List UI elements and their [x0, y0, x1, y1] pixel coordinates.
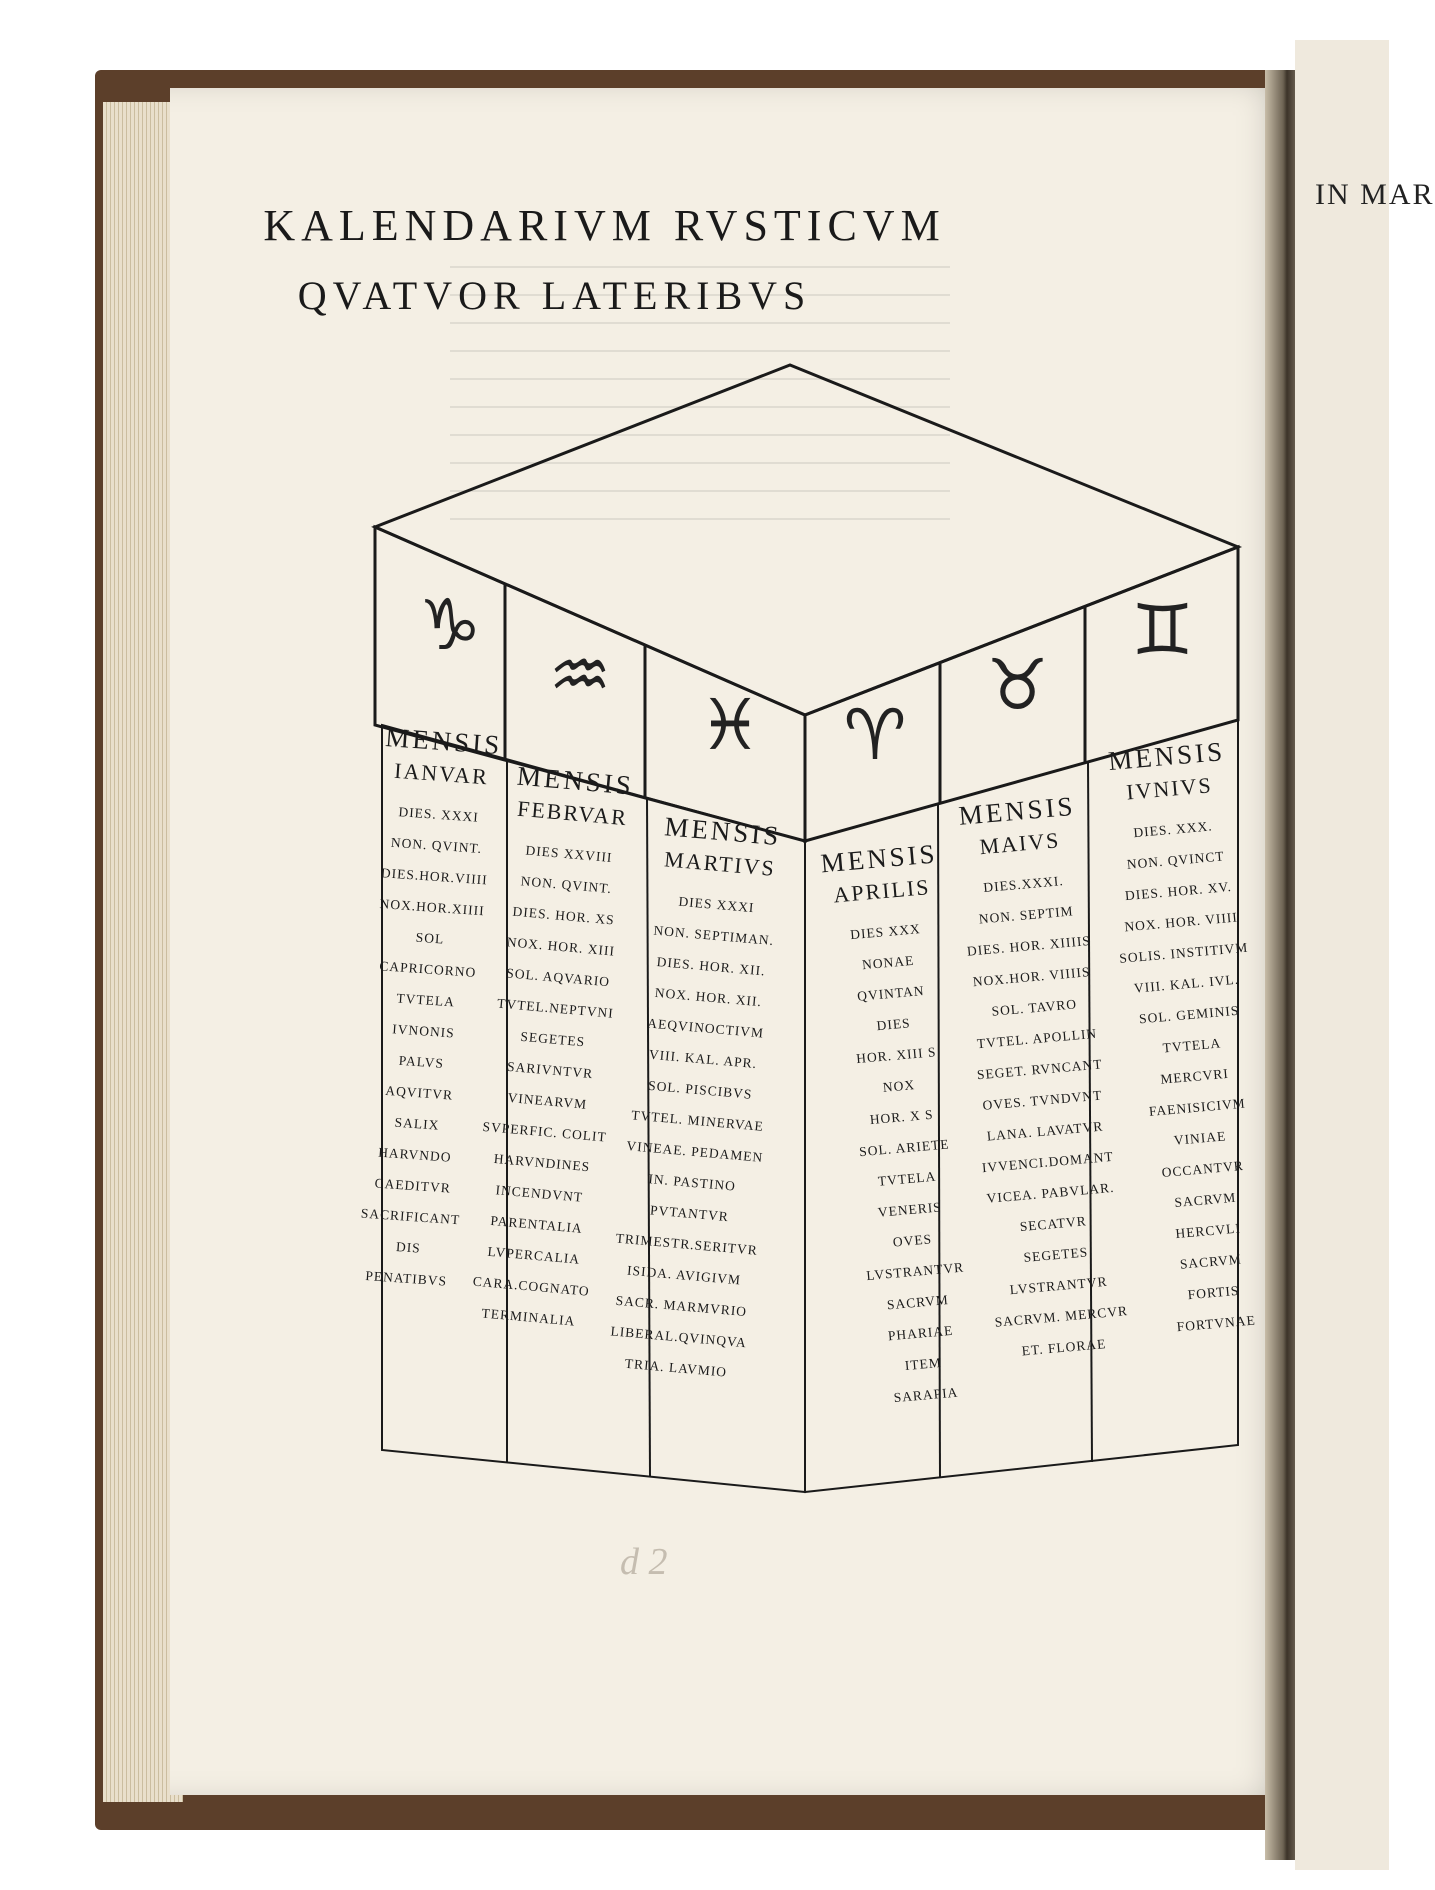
entry: SECATVR — [1019, 1213, 1088, 1235]
entry: HOR. X S — [869, 1106, 935, 1128]
entry: SOLIS. INSTITIVM — [1118, 939, 1249, 966]
taurus-woodcut: ♉ — [986, 644, 1049, 726]
entry: LVPERCALIA — [487, 1243, 581, 1267]
entry: ITEM — [904, 1354, 943, 1374]
entry: NOX — [882, 1077, 916, 1095]
entry: IVVENCI.DOMANT — [981, 1148, 1115, 1176]
entry: TRIA. LAVMIO — [624, 1355, 728, 1380]
month-name: MAIVS — [978, 827, 1062, 860]
gemini-woodcut: ♊ — [1131, 589, 1194, 671]
month-name: MARTIVS — [663, 846, 777, 881]
entry: SACRIFICANT — [360, 1205, 461, 1228]
entry: NOX. HOR. XIII — [506, 934, 616, 959]
entry: DIES XXVIII — [524, 842, 614, 866]
entry: SOL. GEMINIS — [1138, 1002, 1240, 1027]
entry: NOX.HOR. VIIIIS — [972, 964, 1091, 990]
entry: TVTELA — [396, 990, 456, 1010]
entry: MERCVRI — [1159, 1065, 1230, 1087]
entry: SOL — [415, 929, 445, 947]
entry: VIII. KAL. IVL. — [1133, 971, 1240, 996]
entry: PHARIAE — [887, 1322, 954, 1344]
entry: VINEAE. PEDAMEN — [625, 1138, 764, 1165]
month-name: FEBRVAR — [516, 795, 629, 831]
entry: FORTIS — [1187, 1282, 1240, 1303]
entry: SALIX — [394, 1114, 440, 1133]
entry: NON. QVINCT — [1126, 848, 1226, 872]
entry: DIES XXX — [849, 921, 922, 943]
column-heading: MENSIS — [663, 811, 783, 852]
entry: FAENISICIVM — [1148, 1095, 1247, 1119]
capricorn-woodcut: ♑ — [418, 584, 482, 666]
entry: PENATIBVS — [364, 1268, 448, 1289]
entry: NON. QVINT. — [390, 834, 483, 857]
entry: HARVNDINES — [493, 1150, 591, 1175]
entry: SEGETES — [1022, 1244, 1089, 1265]
entry: VENERIS — [877, 1199, 943, 1220]
entry: NONAE — [861, 952, 915, 973]
aries-woodcut: ♈ — [843, 694, 907, 776]
column-heading: MENSIS — [1106, 736, 1227, 777]
entry: DIES — [875, 1015, 912, 1034]
column-heading: MENSIS — [515, 760, 636, 801]
entry: NOX. HOR. XII. — [654, 984, 763, 1010]
entry: SARIVNTVR — [506, 1058, 594, 1082]
entry: LVSTRANTVR — [865, 1259, 965, 1284]
entry: CAPRICORNO — [378, 958, 477, 980]
entry: INCENDVNT — [494, 1182, 584, 1205]
column-heading: MENSIS — [384, 722, 504, 761]
entry: SACRVM. MERCVR — [994, 1303, 1129, 1330]
entry: HERCVLI — [1174, 1220, 1242, 1242]
entry: IVNONIS — [391, 1021, 456, 1041]
entry: DIES. XXXI — [398, 804, 480, 825]
entry: SEGET. RVNCANT — [976, 1056, 1104, 1083]
entry: NOX. HOR. VIIII — [1123, 909, 1239, 935]
entry: SOL. ARIETE — [858, 1136, 951, 1160]
entry: DIES.HOR.VIIII — [380, 865, 489, 888]
entry: LVSTRANTVR — [1009, 1273, 1109, 1298]
entry: CARA.COGNATO — [472, 1273, 591, 1299]
entry: AQVITVR — [384, 1082, 454, 1103]
page-title: KALENDARIVM RVSTICVM — [263, 201, 946, 250]
entry: OVES — [892, 1231, 933, 1250]
entry: SVPERFIC. COLIT — [482, 1118, 608, 1145]
entry: NOX.HOR.XIIII — [379, 896, 486, 919]
entry: OVES. TVNDVNT — [981, 1087, 1103, 1113]
month-name: IVNIVS — [1125, 772, 1214, 805]
entry: CAEDITVR — [374, 1175, 452, 1196]
entry: NON. QVINT. — [520, 873, 613, 897]
page-signature: d 2 — [620, 1541, 668, 1583]
entry: OCCANTVR — [1161, 1157, 1245, 1181]
entry: HOR. XIII S — [855, 1044, 937, 1067]
entry: AEQVINOCTIVM — [646, 1015, 765, 1041]
entry: DIS — [395, 1239, 422, 1256]
entry: DIES XXXI — [677, 893, 756, 916]
column-heading: MENSIS — [819, 838, 939, 879]
entry: PARENTALIA — [489, 1212, 584, 1236]
entry: DIES. HOR. XIIIIS — [966, 932, 1092, 959]
entry: ISIDA. AVIGIVM — [626, 1262, 742, 1288]
entry: NON. SEPTIMAN. — [652, 922, 775, 949]
entry: TVTELA — [877, 1168, 937, 1189]
entry: LIBERAL.QVINQVA — [609, 1323, 748, 1351]
entry: SACRVM — [886, 1292, 950, 1313]
entry: FORTVNAE — [1176, 1312, 1257, 1335]
entry: VIII. KAL. APR. — [648, 1046, 758, 1072]
entry: SARAPIA — [893, 1384, 959, 1406]
aquarius-woodcut: ♒ — [548, 634, 612, 716]
entry: SOL. PISCIBVS — [647, 1077, 754, 1102]
entry: TVTEL.NEPTVNI — [496, 995, 615, 1021]
entry: SACR. MARMVRIO — [615, 1292, 748, 1320]
page-subtitle: QVATVOR LATERIBVS — [297, 273, 812, 318]
entry: SACRVM — [1179, 1251, 1243, 1272]
entry: SACRVM — [1173, 1189, 1237, 1211]
entry: ET. FLORAE — [1021, 1336, 1107, 1359]
entry: QVINTAN — [856, 982, 926, 1004]
entry: DIES.XXXI. — [982, 873, 1065, 896]
entry: HARVNDO — [377, 1144, 453, 1165]
entry: TERMINALIA — [481, 1305, 576, 1329]
entry: VINEARVM — [507, 1089, 588, 1112]
entry: PALVS — [398, 1052, 445, 1071]
entry: VICEA. PABVLAR. — [986, 1179, 1115, 1206]
entry: TVTEL. MINERVAE — [630, 1107, 765, 1134]
entry: SEGETES — [519, 1028, 586, 1050]
pisces-woodcut: ♓ — [698, 684, 762, 766]
entry: NON. SEPTIM — [978, 903, 1075, 927]
month-name: IANVAR — [393, 757, 490, 790]
entry: TVTELA — [1162, 1035, 1222, 1056]
entry: PVTANTVR — [649, 1202, 730, 1225]
entry: DIES. HOR. XII. — [656, 954, 767, 979]
entry: DIES. HOR. XS — [512, 903, 616, 928]
entry: IN. PASTINO — [647, 1171, 737, 1194]
entry: SOL. AQVARIO — [505, 965, 611, 990]
entry: TVTEL. APOLLIN — [976, 1025, 1098, 1052]
facing-page-title: IN MAR — [1315, 178, 1435, 211]
entry: SOL. TAVRO — [990, 996, 1078, 1019]
entry: LANA. LAVATVR — [986, 1118, 1104, 1144]
entry: DIES. XXX. — [1132, 818, 1214, 841]
month-name: APRILIS — [832, 874, 932, 908]
entry: VINIAE — [1173, 1128, 1227, 1148]
column-heading: MENSIS — [957, 790, 1077, 831]
entry: DIES. HOR. XV. — [1124, 878, 1233, 904]
entry: TRIMESTR.SERITVR — [615, 1230, 759, 1258]
